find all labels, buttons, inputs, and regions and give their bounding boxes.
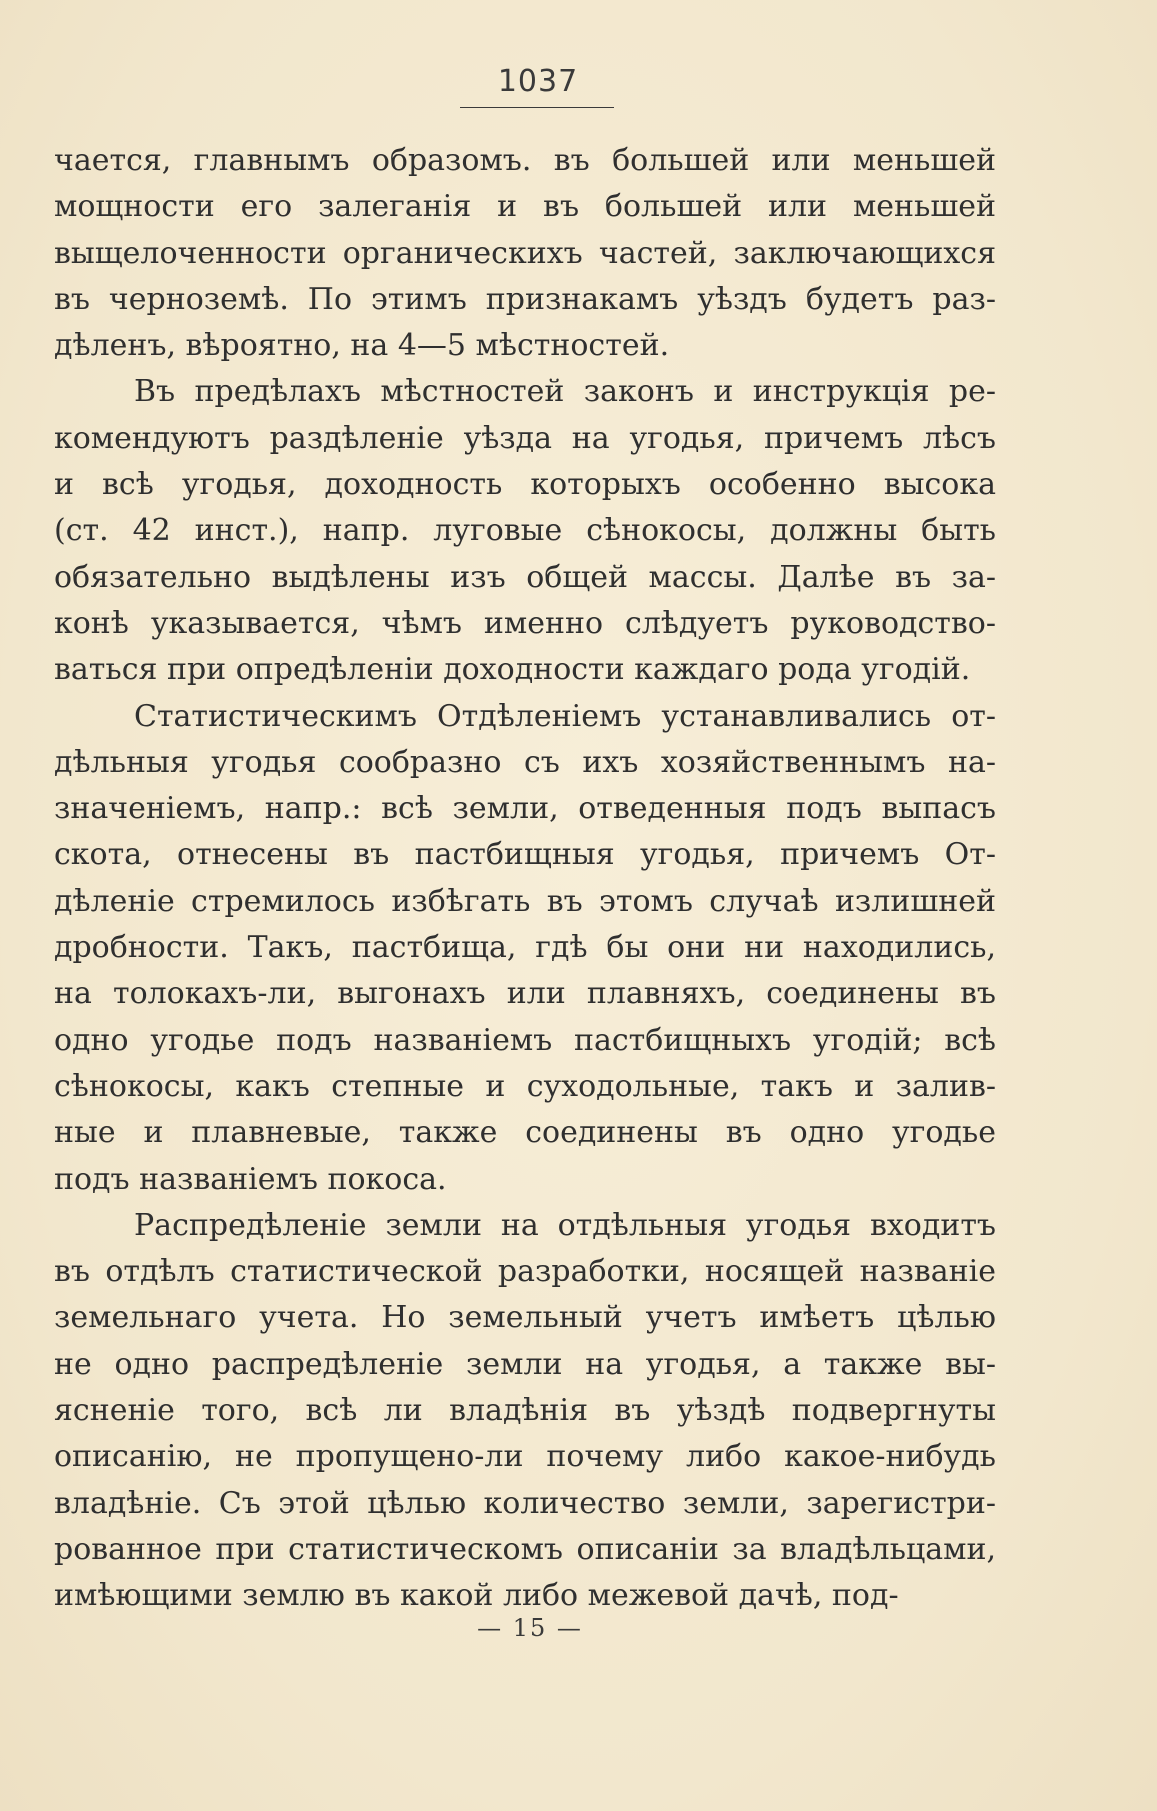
text-line: дѣльныя угодья сообразно съ ихъ хозяйственнымъ на- (54, 744, 996, 780)
text-line: ясненіе того, всѣ ли владѣнія въ уѣздѣ подвергнуты (54, 1393, 996, 1429)
text-line: (ст. 42 инст.), напр. луговые сѣнокосы, должны быть (54, 513, 996, 549)
text-line: не одно распредѣленіе земли на угодья, а также вы- (54, 1346, 996, 1382)
text-line: дробности. Такъ, пастбища, гдѣ бы они ни находились, (54, 930, 996, 966)
text-line: подъ названіемъ покоса. (54, 1161, 447, 1197)
paragraph (54, 694, 996, 1203)
body-text (54, 138, 996, 1620)
paragraph (54, 369, 996, 693)
text-line: мощности его залеганія и въ большей или меньшей (54, 189, 996, 225)
text-line: Распредѣленіе земли на отдѣльныя угодья входитъ (134, 1207, 996, 1243)
text-line: комендуютъ раздѣленіе уѣзда на угодья, причемъ лѣсъ (54, 420, 996, 456)
paragraph (54, 138, 996, 369)
text-line: и всѣ угодья, доходность которыхъ особенно высока (54, 467, 996, 503)
text-line: выщелоченности органическихъ частей, заключающихся (54, 235, 996, 271)
text-line: въ черноземѣ. По этимъ признакамъ уѣздъ будетъ раз- (54, 281, 996, 317)
text-line: ваться при опредѣленіи доходности каждаго рода угодій. (54, 652, 971, 688)
paragraph (54, 1203, 996, 1620)
text-line: ные и плавневые, также соединены въ одно угодье (54, 1115, 996, 1151)
text-line: одно угодье подъ названіемъ пастбищныхъ угодій; всѣ (54, 1022, 996, 1058)
text-line: дѣленіе стремилось избѣгать въ этомъ случаѣ излишней (54, 883, 996, 919)
header-rule (460, 107, 614, 108)
text-line: описанію, не пропущено-ли почему либо какое-нибудь (54, 1439, 996, 1475)
text-line: обязательно выдѣлены изъ общей массы. Далѣе въ за- (54, 559, 996, 595)
text-line: конѣ указывается, чѣмъ именно слѣдуетъ руководство- (54, 605, 996, 641)
text-line: чается, главнымъ образомъ. въ большей или меньшей (54, 143, 996, 178)
text-line: земельнаго учета. Но земельный учетъ имѣетъ цѣлью (54, 1300, 996, 1336)
text-line: значеніемъ, напр.: всѣ земли, отведенныя подъ выпасъ (54, 791, 996, 827)
printer-signature: — 15 — (477, 1614, 583, 1642)
text-line: рованное при статистическомъ описаніи за владѣльцами, (54, 1531, 996, 1567)
text-line: имѣющими землю въ какой либо межевой дачѣ, под- (54, 1578, 899, 1614)
text-line: въ отдѣлъ статистической разработки, носящей названіе (54, 1254, 996, 1290)
text-line: Въ предѣлахъ мѣстностей законъ и инструкція ре- (134, 374, 996, 410)
page-number: 1037 (497, 64, 579, 99)
text-line: Статистическимъ Отдѣленіемъ устанавливались от- (134, 698, 996, 734)
text-line: дѣленъ, вѣроятно, на 4—5 мѣстностей. (54, 328, 670, 364)
text-line: скота, отнесены въ пастбищныя угодья, причемъ От- (54, 837, 996, 873)
text-line: владѣніе. Съ этой цѣлью количество земли, зарегистри- (54, 1485, 996, 1521)
text-line: на толокахъ-ли, выгонахъ или плавняхъ, соединены въ (54, 976, 996, 1012)
text-line: сѣнокосы, какъ степные и суходольные, такъ и залив- (54, 1068, 996, 1104)
